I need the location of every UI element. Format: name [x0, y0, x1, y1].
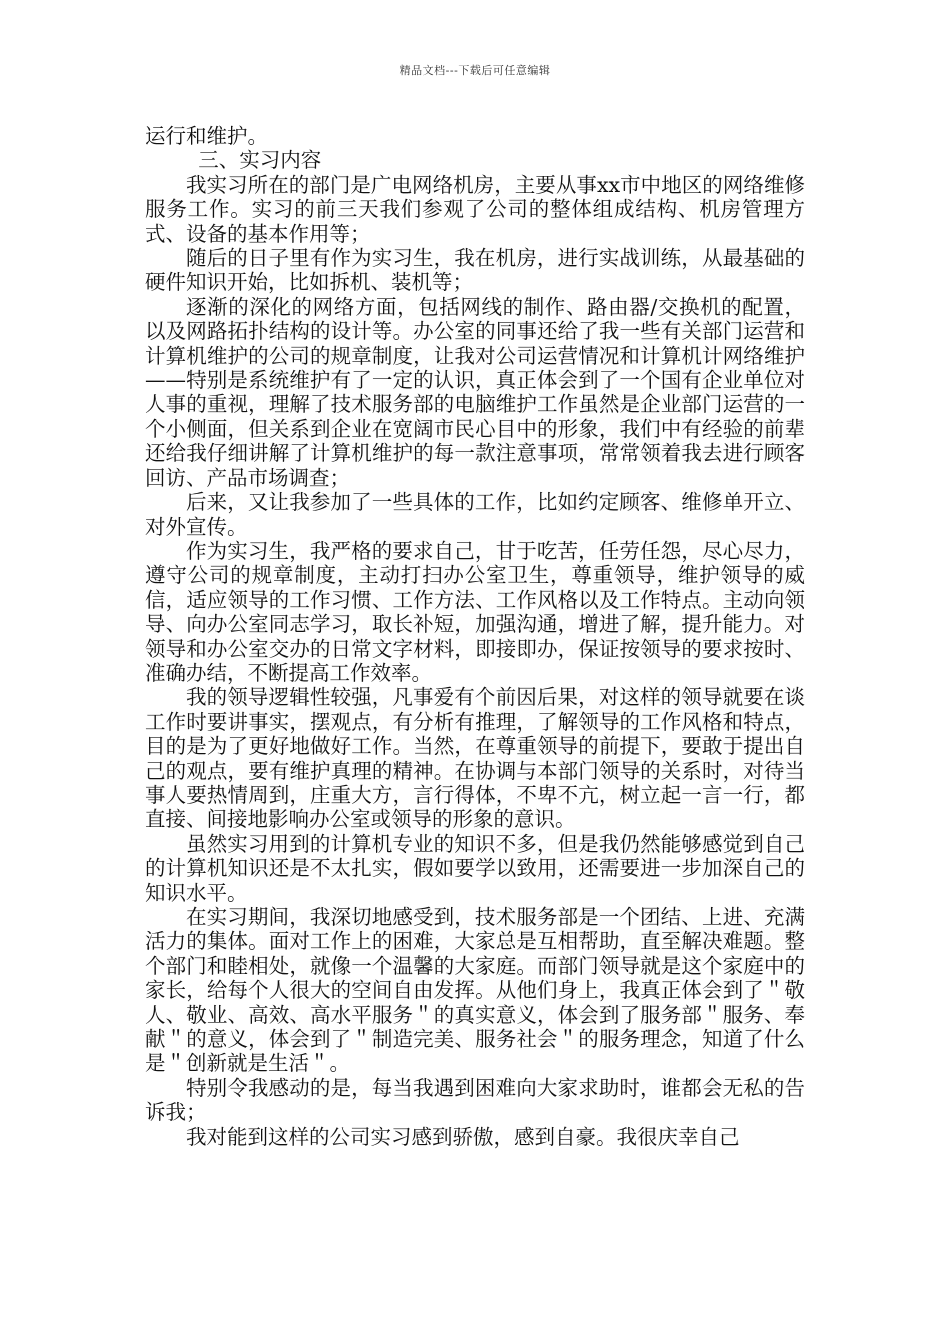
paragraph-department: 我实习所在的部门是广电网络机房，主要从事xx市中地区的网络维修服务工作。实习的前三天我们参观了公司的整体组成结构、机房管理方式、设备的基本作用等；: [145, 172, 805, 246]
document-body: [145, 124, 805, 1149]
paragraph-knowledge: 虽然实习用到的计算机专业的知识不多，但是我仍然能够感觉到自己的计算机知识还是不太扎实，假如要学以致用，还需要进一步加深自己的知识水平。: [145, 831, 805, 905]
paragraph-attitude: 作为实习生，我严格的要求自己，甘于吃苦，任劳任怨，尽心尽力，遵守公司的规章制度，主动打扫办公室卫生，尊重领导，维护领导的威信，适应领导的工作习惯、工作方法、工作风格以及工作特点。主动向领导、向办公室同志学习，取长补短，加强沟通，增进了解，提升能力。对领导和办公室交办的日常文字材料，即接即办，保证按领导的要求按时、准确办结，不断提高工作效率。: [145, 538, 805, 685]
continuation-line: 运行和维护。: [145, 124, 268, 148]
paragraph-training: 随后的日子里有作为实习生，我在机房，进行实战训练，从最基础的硬件知识开始，比如拆机、装机等；: [145, 246, 805, 295]
paragraph-leadership: 我的领导逻辑性较强，凡事爱有个前因后果，对这样的领导就要在谈工作时要讲事实，摆观点，有分析有推理，了解领导的工作风格和特点，目的是为了更好地做好工作。当然，在尊重领导的前提下，要敢于提出自己的观点，要有维护真理的精神。在协调与本部门领导的关系时，对待当事人要热情周到，庄重大方，言行得体，不卑不亢，树立起一言一行，都直接、间接地影响办公室或领导的形象的意识。: [145, 685, 805, 832]
section-heading: 三、实习内容: [198, 148, 322, 173]
paragraph-help: 特别令我感动的是，每当我遇到困难向大家求助时，谁都会无私的告诉我；: [145, 1075, 805, 1125]
page-header: 精品文档---下载后可任意编辑: [399, 64, 551, 77]
paragraph-tasks: 后来，又让我参加了一些具体的工作，比如约定顾客、维修单开立、对外宣传。: [145, 490, 805, 539]
paragraph-network: 逐渐的深化的网络方面，包括网线的制作、路由器/交换机的配置，以及网路拓扑结构的设计等。办公室的同事还给了我一些有关部门运营和计算机维护的公司的规章制度，让我对公司运营情况和计算机计网络维护——特别是系统维护有了一定的认识，真正体会到了一个国有企业单位对人事的重视，理解了技术服务部的电脑维护工作虽然是企业部门运营的一个小侧面，但关系到企业在宽阔市民心目中的形象，我们中有经验的前辈还给我仔细讲解了计算机维护的每一款注意事项，常常领着我去进行顾客回访、产品市场调查；: [145, 294, 805, 490]
paragraph-pride: 我对能到这样的公司实习感到骄傲，感到自豪。我很庆幸自己: [186, 1124, 740, 1149]
paragraph-team: 在实习期间，我深切地感受到，技术服务部是一个团结、上进、充满活力的集体。面对工作上的困难，大家总是互相帮助，直至解决难题。整个部门和睦相处，就像一个温馨的大家庭。而部门领导就是这个家庭中的家长，给每个人很大的空间自由发挥。从他们身上，我真正体会到了＂敬人、敬业、高效、高水平服务＂的真实意义，体会到了服务部＂服务、奉献＂的意义，体会到了＂制造完美、服务社会＂的服务理念，知道了什么是＂创新就是生活＂。: [145, 905, 805, 1076]
